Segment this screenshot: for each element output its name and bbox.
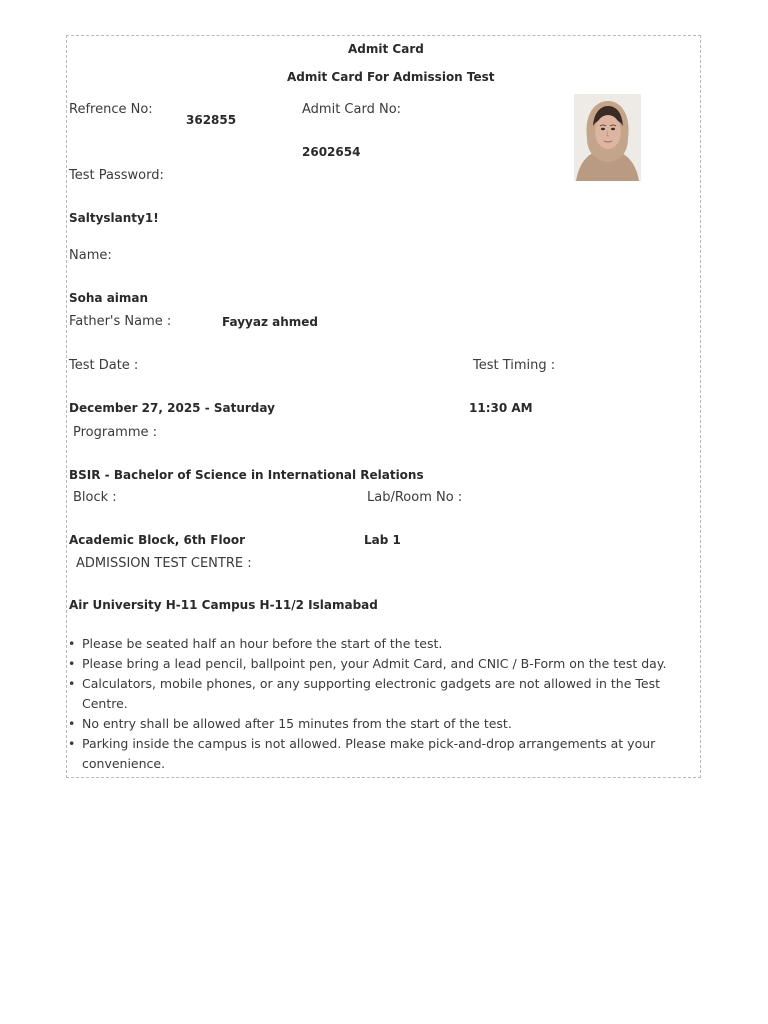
instruction-item	[66, 734, 696, 774]
bullet-icon: •	[68, 736, 76, 751]
card-title: Admit Card	[348, 42, 424, 56]
instruction-text: Parking inside the campus is not allowed. Please make pick-and-drop arrangements at your convenience.	[82, 736, 656, 771]
name-label: Name:	[69, 248, 112, 263]
instruction-text: Please bring a lead pencil, ballpoint pen, your Admit Card, and CNIC / B-Form on the test day.	[82, 656, 667, 671]
instruction-text: No entry shall be allowed after 15 minutes from the start of the test.	[82, 716, 512, 731]
card-subtitle: Admit Card For Admission Test	[287, 70, 495, 84]
instruction-item	[66, 654, 696, 674]
bullet-icon: •	[68, 656, 76, 671]
test-date-label: Test Date :	[69, 358, 139, 373]
admit-card-no-value: 2602654	[302, 145, 361, 159]
block-label: Block :	[73, 490, 117, 505]
test-timing-label: Test Timing :	[473, 358, 556, 373]
lab-room-value: Lab 1	[364, 533, 401, 547]
test-password-value: Saltyslanty1!	[69, 211, 159, 225]
programme-label: Programme :	[73, 425, 158, 440]
instruction-text: Calculators, mobile phones, or any supporting electronic gadgets are not allowed in the Test Centre.	[82, 676, 660, 711]
reference-label: Refrence No:	[69, 102, 153, 117]
name-value: Soha aiman	[69, 291, 149, 305]
programme-value: BSIR - Bachelor of Science in International Relations	[69, 468, 424, 482]
test-centre-label: ADMISSION TEST CENTRE :	[76, 556, 252, 571]
test-centre-value: Air University H-11 Campus H-11/2 Islamabad	[69, 598, 378, 612]
instructions-list	[66, 634, 696, 774]
admit-card-no-label: Admit Card No:	[302, 102, 402, 117]
lab-room-label: Lab/Room No :	[367, 490, 463, 505]
reference-value: 362855	[186, 113, 237, 127]
instruction-item	[66, 714, 696, 734]
test-password-label: Test Password:	[69, 168, 164, 183]
bullet-icon: •	[68, 676, 76, 691]
father-name-label: Father's Name :	[69, 314, 172, 329]
father-name-value: Fayyaz ahmed	[222, 315, 318, 329]
instruction-item	[66, 634, 696, 654]
test-timing-value: 11:30 AM	[469, 401, 533, 415]
bullet-icon: •	[68, 716, 76, 731]
instruction-item	[66, 674, 696, 714]
candidate-photo	[574, 94, 641, 181]
bullet-icon: •	[68, 636, 76, 651]
test-date-value: December 27, 2025 - Saturday	[69, 401, 275, 415]
block-value: Academic Block, 6th Floor	[69, 533, 245, 547]
instruction-text: Please be seated half an hour before the start of the test.	[82, 636, 443, 651]
